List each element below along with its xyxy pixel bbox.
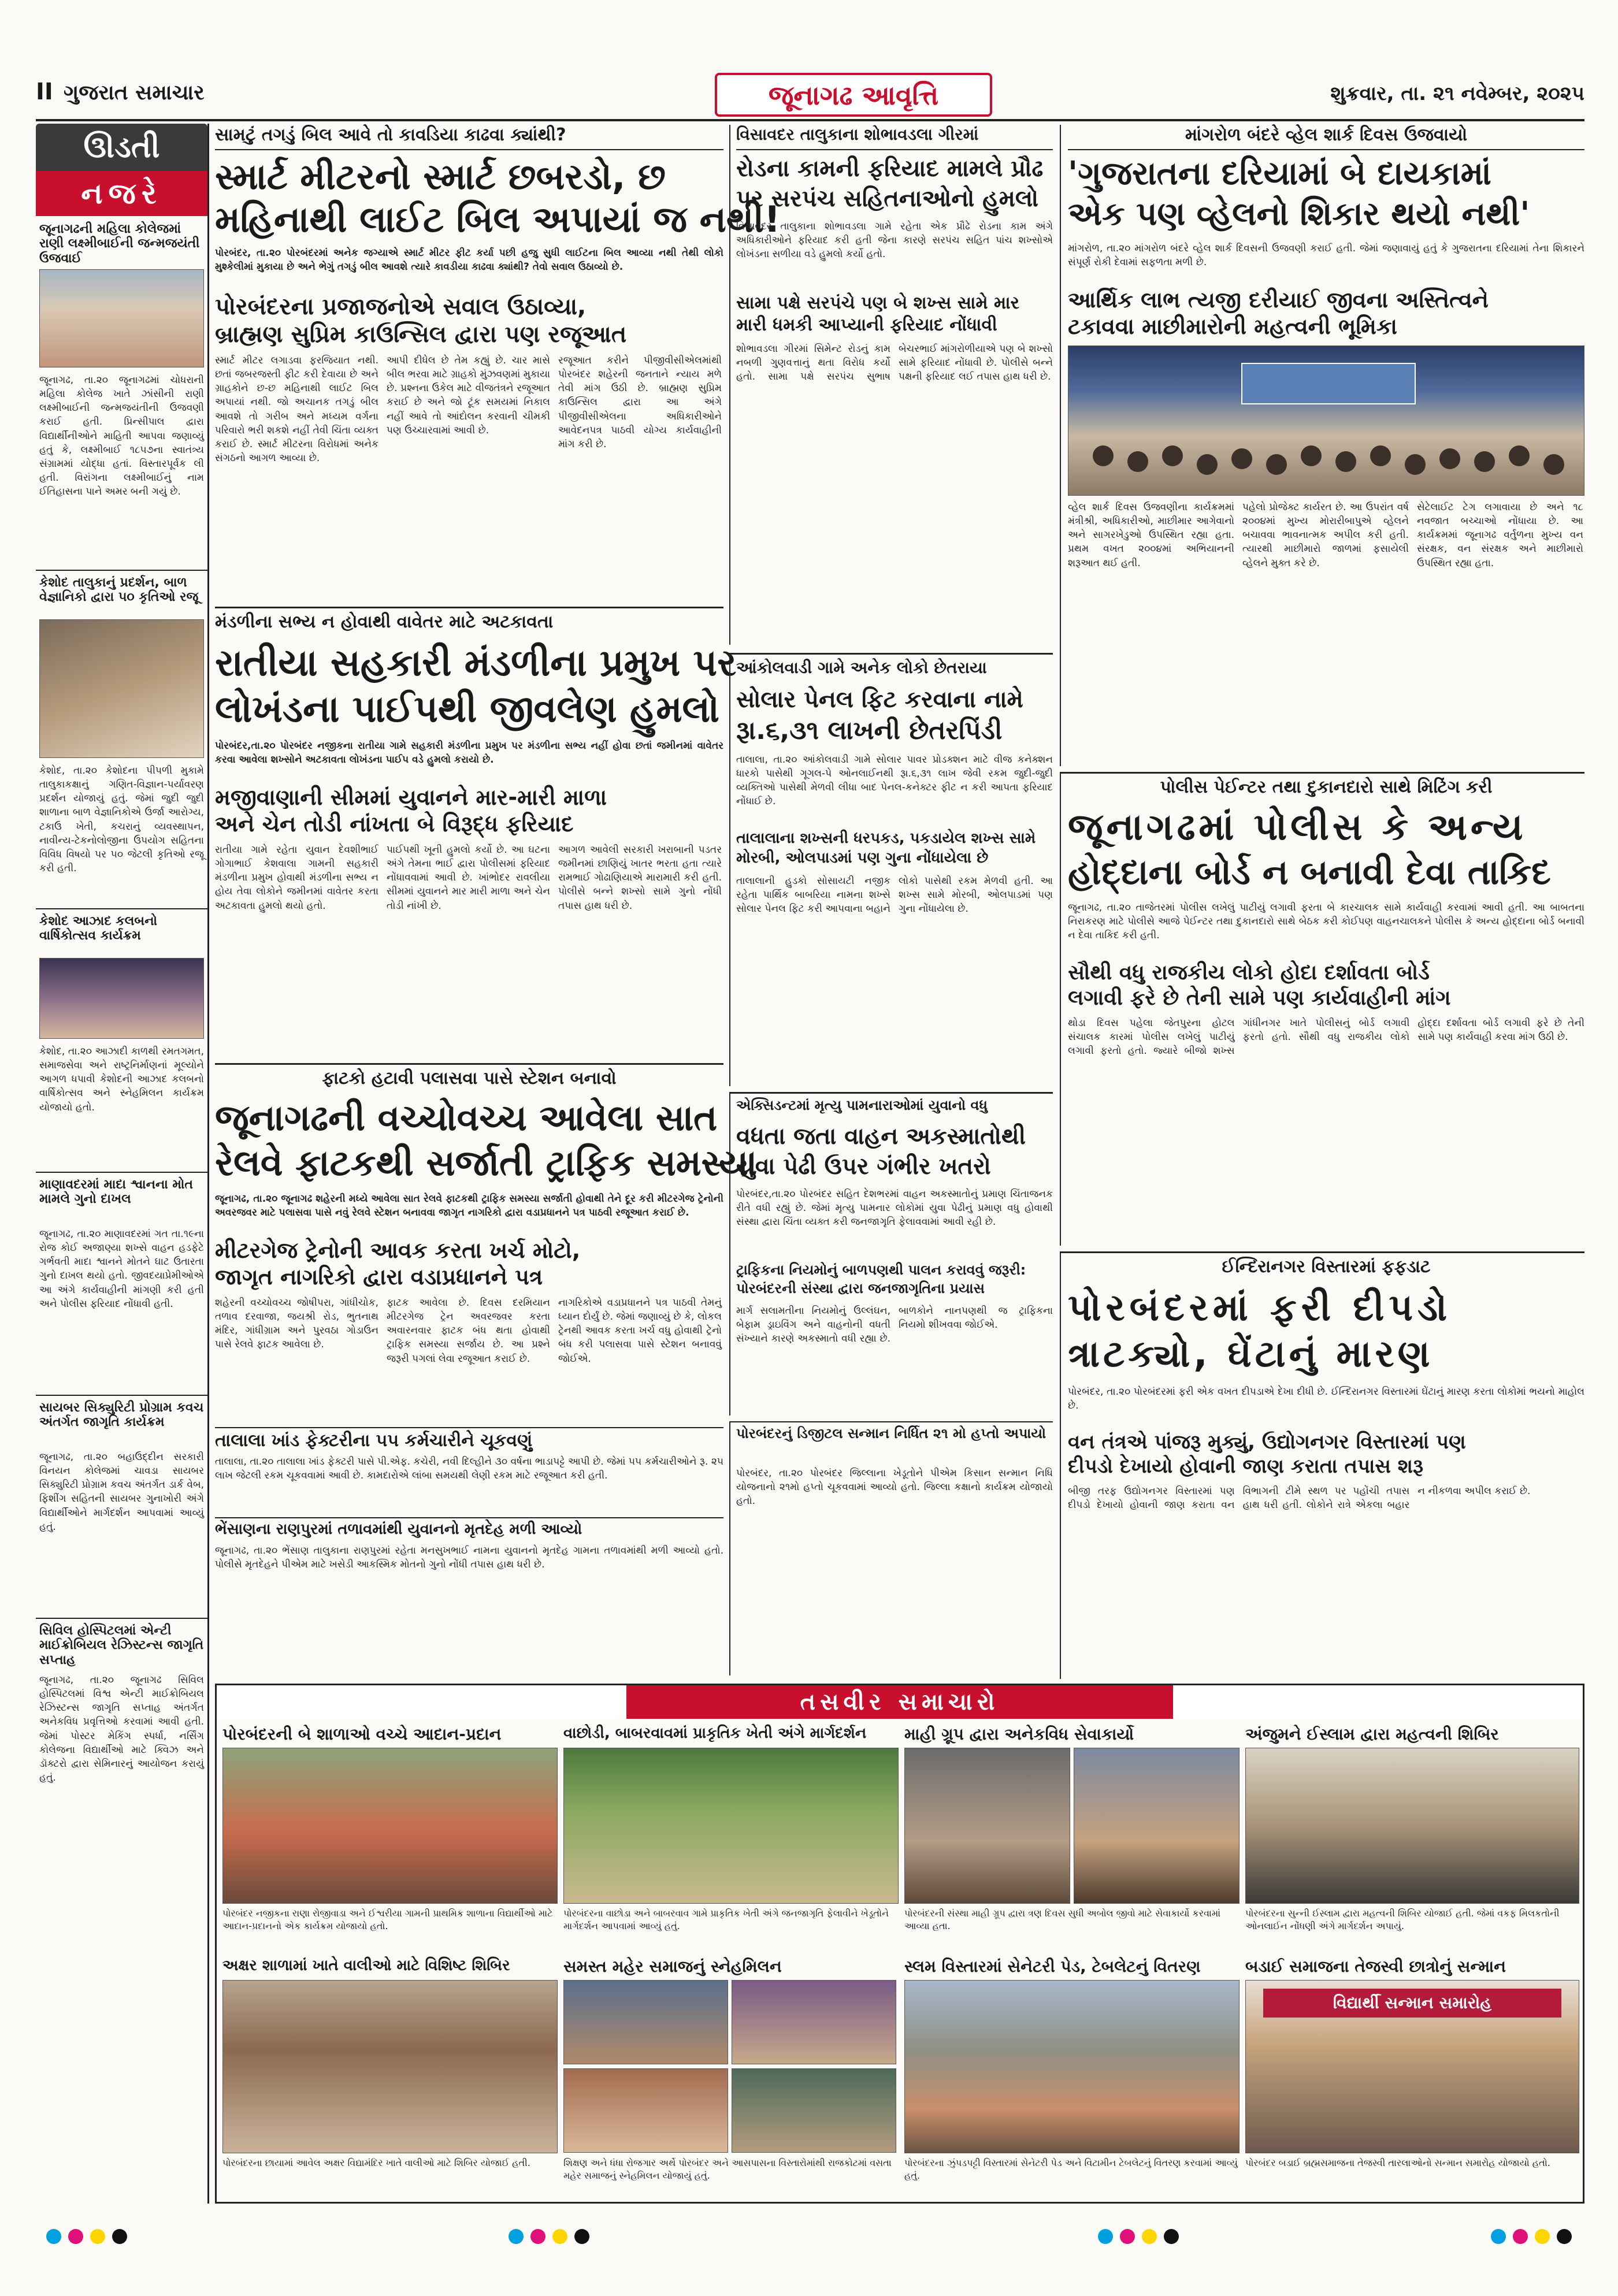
article-bhesan-body-found (215, 1517, 723, 1679)
article-body: તાલાલા, તા.૨૦ તાલાલા ખાંડ ફેક્ટરી પાસે પી.એફ. કચેરી, નવી દિલ્હીને ૩૦ વર્ષના ભાડાપટ્ટે આપી છે. જેમાં ૫૫ કર્મચારીઓને રૂ. ૨૫ લાખ જેટલી રકમ ચૂકવવામાં આવી છે. કામદારોએ લાંબા સમયથી લેણી રકમ માટે રજૂઆત કરી હતી. (215, 1456, 723, 1482)
sidebar-story-5-head: સાયબર સિક્યુરિટી પ્રોગ્રામ કવચ અંતર્ગત જાગૃતિ કાર્યક્રમ (36, 1395, 207, 1444)
article-kicker: વિસાવદર તાલુકાના શોભાવડલા ગીરમાં (736, 125, 1053, 150)
sidebar-story-1-body: જૂનાગઢ, તા.૨૦ જૂનાગઢમાં ચોધરાની મહિલા કોલેજ ખાતે ઝાંસીની રાણી લક્ષ્મીબાઈની જન્મજયંતીની ઉજવણી કરાઈ હતી. પ્રિન્સીપાલ દ્વારા વિદ્યાર્થીનીઓને માહિતી આપવા જણાવ્યું હતું કે, લક્ષ્મીબાઈ ૧૮૫૭ના સ્વાતંત્ર્ય સંગ્રામમાં યોદ્ધા હતાં. વિસ્તારપૂર્વક લી હતી. વિરાંગના લક્ષ્મીબાઈનું નામ ઈતિહાસના પાને અમર બની ગયું છે. (39, 374, 204, 497)
article-subhead-2: અને ચેન તોડી નાંખતા બે વિરૂદ્ધ ફરિયાદ (215, 811, 574, 837)
photo-news-item: સમસ્ત મહેર સમાજનું સ્નેહમિલન શિક્ષણ અને ધંધા રોજગાર અર્થે પોરબંદર અને આસપાસના વિસ્તારોમાંથી રાજકોટમાં વસતા મહેર સમાજનું સ્નેહમિલન યોજાયું હતું. (563, 1957, 899, 2200)
issue-date: શુક્રવાર, તા. ૨૧ નવેમ્બર, ૨૦૨૫ (1330, 82, 1584, 105)
photo-news-section (215, 1684, 1584, 2204)
sidebar-story-2-head: કેશોદ તાલુકાનું પ્રદર્શન, બાળ વેજ્ઞાનિકો દ્વારા ૫૦ કૃતિઓ રજૂ (36, 570, 207, 619)
article-kicker: મંડળીના સભ્ય ન હોવાથી વાવેતર માટે અટકાવતા (215, 612, 554, 632)
article-subhead-2: ટકાવવા માછીમારોની મહત્વની ભૂમિકા (1068, 314, 1397, 339)
article-headline-2: લોખંડના પાઈપથી જીવલેણ હુમલો (215, 688, 719, 731)
photo-news-item: સ્લમ વિસ્તારમાં સેનેટરી પેડ, ટેબલેટનું વિતરણ પોરબંદરના ઝુંપડપટ્ટી વિસ્તારમાં સેનેટરી પેડ અને વિટામીન ટેબલેટનું વિતરણ કરવામાં આવ્યું હતું. (904, 1957, 1240, 2200)
article-subhead: મીટરગેજ ટ્રેનોની આવક કરતા ખર્ચ મોટો, (215, 1238, 581, 1263)
article-subhead: સૌથી વધુ રાજકીય લોકો હોદા દર્શાવતા બોર્ડ (1068, 961, 1430, 984)
article-body-col2: ફાટક આવેલા છે. દિવસ દરમિયાન મીટરગેજ ટ્રેન અવરજવર કરતા અવારનવાર ફાટક બંધ થતા હોવાથી ટ્રાફિક સમસ્યા સર્જાય છે. આ પ્રશ્ને જરૂરી પગલાં લેવા રજૂઆત કરાઈ છે. (387, 1297, 550, 1365)
article-kicker: ઈન્દિરાનગર વિસ્તારમાં ફફડાટ (1222, 1257, 1431, 1277)
registration-marks-right (1491, 2229, 1579, 2246)
article-headline-2: પર સરપંચ સહિતનાઓનો હુમલો (736, 185, 1039, 212)
article-headline: જૂનાગઢની વચ્ચોવચ્ચ આવેલા સાત (215, 1097, 718, 1139)
article-intro: પોરબંદર, તા.૨૦ પોરબંદરમાં અનેક જગ્યાએ સ્માર્ટ મીટર ફીટ કર્યા પછી હજુ સુધી લાઈટના બિલ આવ્યા નથી તેથી લોકો મુશ્કેલીમાં મુકાયા છે અને ભેગું તગડું બીલ આવશે ત્યારે કાવડીયા કાઢવા ક્યાંથી? તેવો સવાલ ઉઠાવ્યો છે. (215, 247, 723, 273)
sidebar-title-dark: ઊડતી (36, 124, 207, 171)
article-subhead-2: પોરબંદરની સંસ્થા દ્વારા જનજાગૃતિના પ્રયાસ (736, 1280, 985, 1296)
sidebar-story-2-body: કેશોદ, તા.૨૦ કેશોદના પીપળી મુકામે તાલુકાકક્ષાનું ગણિત-વિજ્ઞાન-પર્યાવરણ પ્રદર્શન યોજાયું હતું. જેમાં જુદી જુદી શાળાના બાળ વેજ્ઞાનિકોએ ઉર્જા આરોગ્ય, ટકાઉ ખેતી, કચરાનું વ્યવસ્થાપન, નાવીન્ય-ટેકનોલોજીના ઉપયોગ સહિતના વિવિધ વિષયો પર ૫૦ જેટલી કૃતિઓ રજૂ કરી હતી. (39, 765, 204, 874)
photo-news-image (732, 2068, 896, 2153)
cyan-dot (1491, 2229, 1506, 2244)
article-body-col1: શહેરની વચ્ચોવચ્ચ જોષીપરા, ગાંધીચોક, તળાવ દરવાજા, જયશ્રી રોડ, ભુતનાથ મંદિર, ગાંધીગ્રામ અને પુરવઠા ગોડાઉન પાસે રેલવે ફાટક આવેલા છે. (215, 1297, 378, 1351)
article-kicker: સામટું તગડું બિલ આવે તો કાવડિયા કાઢવા ક્યાંથી? (215, 125, 723, 150)
article-ratiya-attack (215, 607, 737, 1057)
article-kicker: માંગરોળ બંદરે વ્હેલ શાર્ક દિવસ ઉજવાયો (1068, 125, 1584, 150)
article-subhead-2: મોરબી, ઓલપાડમાં પણ ગુના નોંધાયેલા છે (736, 849, 989, 867)
article-body-col1: રાતીયા ગામે રહેતા યુવાન દેવશીભાઈ ગોગાભાઈ કેશવાલા ગામની સહકારી મંડળીના પ્રમુખ હોવાથી મંડળીના સભ્ય ન હોય તેવા લોકોને જમીનમાં વાવેતર કરતા અટકાવતા હુમલો થયો હતો. (215, 844, 378, 912)
photo-news-item: બડાઈ સમાજના તેજસ્વી છાત્રોનું સન્માન વિદ્યાર્થી સન્માન સમારોહ પોરબંદર બડાઈ બ્રહ્મસમાજના તેજસ્વી તારલાઓનો સન્માન સમારોહ યોજાયો હતો. (1245, 1957, 1579, 2200)
article-kicker: આંકોલવાડી ગામે અનેક લોકો છેતરાયા (736, 658, 987, 677)
photo-news-item: અક્ષર શાળામાં ખાતે વાલીઓ માટે વિશિષ્ટ શિબિર પોરબંદરના છાયામાં આવેલ અક્ષર વિદ્યામંદિર ખાતે વાલીઓ માટે શિબિર યોજાઈ હતી. (222, 1957, 558, 2200)
photo-news-image (563, 2068, 728, 2153)
sidebar-story-5-body: જૂનાગઢ, તા.૨૦ બહાઉદ્દીન સરકારી વિનયન કોલેજમાં ચાવડા સાયબર સિક્યુરિટી પ્રોગ્રામ કવચ અંતર્ગત ડાર્ક વેબ, ફિશીંગ સહિતની સાયબર ગુનાખોરી અંગે વિદ્યાર્થીઓને માર્ગદર્શન આપવામાં આવ્યું હતું. (39, 1451, 204, 1533)
photo-news-image (904, 1980, 1240, 2153)
whale-shark-event-photo (1068, 345, 1584, 496)
article-solar-fraud (729, 653, 1053, 1086)
sidebar-story-4-body: જૂનાગઢ, તા.૨૦ માણાવદરમાં ગત તા.૧૯ના રોજ કોઈ અજાણ્યા શખ્સે વાહન હડફેટે ગર્ભવતી માદા શ્વાનને મોતને ઘાટ ઉતારતા ગુનો દાખલ થયો હતો. જીવદયાપ્રેમીઓએ આ અંગે કાર્યવાહીની માંગણી કરી હતી અને પોલીસ ફરિયાદ નોંધાવી હતી. (39, 1228, 204, 1310)
article-subhead-2: દીપડો દેખાયો હોવાની જાણ કરાતા તપાસ શરૂ (1068, 1455, 1424, 1478)
sidebar-photo-2 (39, 619, 204, 758)
sidebar-photo-3 (39, 958, 204, 1039)
sidebar (36, 124, 209, 2204)
article-subhead: તાલાલાના શખ્સની ધરપકડ, પકડાયેલ શખ્સ સામે (736, 830, 1036, 847)
yellow-dot (1535, 2229, 1550, 2244)
article-subhead-2: જાગૃત નાગરિકો દ્વારા વડાપ્રધાનને પત્ર (215, 1264, 543, 1290)
article-kicker: એક્સિડન્ટમાં મૃત્યુ પામનારાઓમાં યુવાનો વધુ (736, 1097, 988, 1113)
sidebar-story-3-head: કેશોદ આઝાદ કલબનો વાર્ષિકોત્સવ કાર્યક્રમ (36, 908, 207, 958)
article-body-col1: સ્માર્ટ મીટર લગાડવા ફરજિયાત નથી. છતાં જબરજસ્તી ફીટ કરી દેવાયા છે અને ગ્રાહકોને છ-છ મહિનાથી લાઈટ બિલ અપાયાં નથી. જો અચાનક તગડું બીલ આવશે તો ગરીબ અને મધ્યમ વર્ગના પરિવારો ભરી શકશે નહીં તેવી ચિંતા વ્યક્ત કરાઈ છે. સ્માર્ટ મીટરના વિરોધમાં અનેક સંગઠનો આગળ આવ્યા છે. (215, 355, 378, 464)
article-kicker: ફાટકો હટાવી પલાસવા પાસે સ્ટેશન બનાવો (322, 1068, 617, 1088)
photo-news-image (222, 1748, 558, 1904)
magenta-dot (530, 2229, 545, 2244)
registration-marks-center-left (509, 2229, 596, 2246)
article-body-col3: રજૂઆત કરીને પીજીવીસીએલમાંથી પોરબંદર શહેરની જનતાને ન્યાય મળે તેવી માંગ ઉઠી છે. બ્રાહ્મણ સુપ્રિમ કાઉન્સિલ દ્વારા આ અંગે પીજીવીસીએલના અધિકારીઓને આવેદનપત્ર પાઠવી યોગ્ય કાર્યવાહીની માંગ કરી છે. (558, 355, 722, 450)
audience-illustration (1068, 346, 1586, 496)
article-body-col3: સેટેલાઈટ ટેગ લગાવાયા છે અને ૧૮ નવજાત બચ્ચાઓ નોંધાયા છે. આ કાર્યક્રમમાં જૂનાગઢ વર્તુળના મુખ્ય વન સંરક્ષક, વન સંરક્ષક અને માછીમારો ઉપસ્થિત રહ્યા હતા. (1417, 501, 1583, 569)
article-headline-2: ત્રાટક્યો, ઘેંટાનું મારણ (1068, 1333, 1434, 1376)
article-headline: વધતા જતા વાહન અકસ્માતોથી (736, 1123, 1026, 1150)
photo-news-image (1074, 1748, 1240, 1904)
article-body: થોડા દિવસ પહેલા જેતપુરના હોટલ સંચાલક કારમાં પોલીસ લખેલું પાટીયું લગાવી ફરતો હતો. જ્યારે બીજો શખ્સ ગાંધીનગર ખાતે પોલીસનું બોર્ડ લગાવી ફરતો હતો. સૌથી વધુ રાજકીય લોકો હોદ્દા દર્શાવતા બોર્ડ લગાવી ફરે છે તેની સામે પણ કાર્યવાહી કરવા માંગ ઉઠી છે. (1068, 1017, 1584, 1057)
paper-name: ગુજરાત સમાચાર (64, 81, 205, 105)
article-body-col3: આગળ આવેલી સરકારી ખરાબાની પડતર જમીનમાં છાણિયું ખાતર ભરતા હતા ત્યારે રામભાઈ ગોઢાણિયાએ મારામારી કરી હતી. પોલીસે બન્ને શખ્સો સામે ગુનો નોંધી તપાસ હાથ ધરી છે. (558, 844, 722, 912)
yellow-dot (1142, 2229, 1157, 2244)
cyan-dot (46, 2229, 61, 2244)
article-kisan-installment (729, 1421, 1053, 1675)
masthead-rule (36, 119, 1584, 121)
photo-news-image (563, 1980, 728, 2064)
article-accidents-youth (729, 1092, 1053, 1416)
article-intro: જૂનાગઢ, તા.૨૦ જૂનાગઢ શહેરની મધ્યે આવેલા સાત રેલવે ફાટકથી ટ્રાફિક સમસ્યા સર્જાતી હોવાથી તેને દૂર કરી મીટરગેજ ટ્રેનોની અવરજવર માટે પલાસવા પાસે નવું રેલવે સ્ટેશન બનાવવા જાગૃત નાગરિકો દ્વારા વડાપ્રધાનને પત્ર પાઠવી રજૂઆત કરાઈ છે. (215, 1193, 723, 1219)
article-kicker: પોલીસ પેઈન્ટર તથા દુકાનદારો સાથે મિટિંગ કરી (1160, 777, 1493, 797)
magenta-dot (1120, 2229, 1135, 2244)
article-headline-2: યુવા પેઢી ઉપર ગંભીર ખતરો (736, 1153, 991, 1180)
article-leopard-attack (1060, 1251, 1584, 1679)
article-headline: 'ગુજરાતના દરિયામાં બે દાયકામાં (1068, 155, 1491, 192)
article-railway-crossings (215, 1063, 758, 1421)
magenta-dot (68, 2229, 83, 2244)
article-kicker: ભેંસાણના રાણપુરમાં તળાવમાંથી યુવાનનો મૃતદેહ મળી આવ્યો (215, 1521, 582, 1538)
magenta-dot (1513, 2229, 1528, 2244)
photo-news-item: માહી ગ્રૂપ દ્વારા અનેકવિધ સેવાકાર્યો પોરબંદરની સંસ્થા માહી ગ્રૂપ દ્વારા ત્રણ દિવસ સુધી અબોલ જીવો માટે સેવાકાર્યો કરવામાં આવ્યા હતા. (904, 1725, 1240, 1950)
article-body-col1: વ્હેલ શાર્ક દિવસ ઉજવણીના કાર્યક્રમમાં મંત્રીશ્રી, અધિકારીઓ, માછીમાર આગેવાનો અને સાગરખેડુઓ ઉપસ્થિત રહ્યા હતા. પ્રથમ વખત ૨૦૦૪માં અભિયાનની શરૂઆત થઈ હતી. (1068, 501, 1234, 569)
article-police-boards (1060, 772, 1584, 1246)
article-intro: પોરબંદર, તા.૨૦ પોરબંદરમાં ફરી એક વખત દીપડાએ દેખા દીધી છે. ઈન્દિરાનગર વિસ્તારમાં ઘેંટાનું મારણ કરતા લોકોમાં ભયનો માહોલ છે. (1068, 1386, 1584, 1412)
sidebar-photo-1 (39, 269, 204, 367)
article-headline: પોરબંદરમાં ફરી દીપડો (1068, 1287, 1452, 1329)
article-intro: જૂનાગઢ, તા.૨૦ તાજેતરમાં પોલીસ લખેલું પાટીયું લગાવી ફરતા બે કારચાલક સામે કાર્યવાહી કરવામાં આવી હતી. આ બાબતના નિરાકરણ માટે પોલીસે આજે પેઈન્ટર તથા દુકાનદારો સાથે બેઠક કરી કોઈપણ વાહનચાલકને પોલીસ કે અન્ય હોદ્દાના બોર્ડ બનાવી ન દેવા તાકિદ કરી હતી. (1068, 902, 1584, 942)
photo-news-image (732, 1980, 896, 2064)
cyan-dot (509, 2229, 524, 2244)
black-dot (112, 2229, 127, 2244)
article-kicker: તાલાલા ખાંડ ફેક્ટરીના ૫૫ કર્મચારીને ચૂકવણું (215, 1431, 533, 1451)
article-body: તાલાલાની હુડકો સોસાયટી નજીક રહેતા પાર્થિક બાબરિયા નામના શખ્સે સોલાર પેનલ ફિટ કરી આપવાના બહાને લોકો પાસેથી રકમ મેળવી હતી. આ શખ્સ સામે મોરબી, ઓલપાડમાં પણ ગુના નોંધાયેલા છે. (736, 875, 1053, 915)
cyan-dot (1098, 2229, 1113, 2244)
article-headline: સોલાર પેનલ ફિટ કરવાના નામે (736, 686, 1023, 713)
sidebar-story-1-head: જૂનાગઢની મહિલા કોલેજમાં રાણી લક્ષ્મીબાઈની જન્મજયંતી ઉજવાઈ (39, 222, 200, 266)
article-subhead-2: બ્રાહ્મણ સુપ્રિમ કાઉન્સિલ દ્વારા પણ રજૂઆત (215, 321, 627, 348)
masthead (36, 74, 1584, 118)
photo-news-image (222, 1980, 558, 2153)
article-body: જૂનાગઢ, તા.૨૦ ભેંસાણ તાલુકાના રાણપુરમાં રહેતા મનસુખભાઈ નામના યુવાનનો મૃતદેહ ગામના તળાવમાંથી મળી આવ્યો હતો. પોલીસે મૃતદેહને પીએમ માટે ખસેડી આકસ્મિક મોતનો ગુનો નોંધી તપાસ હાથ ધરી છે. (215, 1545, 723, 1571)
black-dot (574, 2229, 589, 2244)
article-body: શોભાવડલા ગીરમાં સિમેન્ટ રોડનું કામ નબળી ગુણવત્તાનું થતા વિરોધ કર્યો હતો. સામા પક્ષે સરપંચ સુભાષ બેચરભાઈ માંગરોળીયાએ પણ બે શખ્સો સામે ફરિયાદ નોંધાવી છે. પોલીસે બન્ને પક્ષની ફરિયાદ લઈ તપાસ હાથ ધરી છે. (736, 343, 1053, 383)
article-intro: પોરબંદર,તા.૨૦ પોરબંદર નજીકના રાતીયા ગામે સહકારી મંડળીના પ્રમુખ પર મંડળીના સભ્ય નહીં હોવા છતાં જમીનમાં વાવેતર કરવા આવેલા શખ્સોને અટકાવતા લોખંડના પાઈપ વડે હુમલો કરાયો છે. (215, 740, 723, 766)
article-headline-2: એક પણ વ્હેલનો શિકાર થયો નથી' (1068, 195, 1530, 233)
article-headline-2: રેલવે ફાટકથી સર્જાતી ટ્રાફિક સમસ્યા (215, 1142, 758, 1184)
article-intro: પોરબંદર,તા.૨૦ પોરબંદર સહિત દેશભરમાં વાહન અકસ્માતોનું પ્રમાણ ચિંતાજનક રીતે વધી રહ્યું છે. જેમાં મૃત્યુ પામનાર લોકોમાં યુવા પેઢીનું પ્રમાણ વધુ હોવાથી સંસ્થા દ્વારા ચિંતા વ્યક્ત કરી જનજાગૃતિ ફેલાવવામાં આવી રહી છે. (736, 1188, 1053, 1228)
article-subhead-2: મારી ધમકી આપ્યાની ફરિયાદ નોંધાવી (736, 315, 997, 335)
article-body: માર્ગ સલામતીના નિયમોનું ઉલ્લંઘન, બેફામ ડ્રાઇવિંગ અને વાહનોની વધતી સંખ્યાને કારણે અકસ્માતો વધી રહ્યા છે. બાળકોને નાનપણથી જ ટ્રાફિકના નિયમો શીખવવા જોઈએ. (736, 1305, 1053, 1345)
sidebar-story-3-body: કેશોદ, તા.૨૦ આઝાદી કાળથી રમતગમત, સમાજસેવા અને રાષ્ટ્રનિર્માણનાં મૂલ્યોને આગળ ધપાવી કેશોદની આઝાદ કલબનો વાર્ષિકોત્સવ અને સ્નેહમિલન કાર્યક્રમ યોજાયો હતો. (39, 1046, 204, 1113)
article-headline: રાતીયા સહકારી મંડળીના પ્રમુખ પર (215, 642, 737, 685)
article-intro: તાલાલા, તા.૨૦ આંકોલવાડી ગામે સોલાર પાવર પ્રોડક્શન માટે વીજ કનેક્શન ધારકો પાસેથી ગૂગલ-પે ઓનલાઈનથી રૂા.૬,૩૧ લાખ જેવી રકમ જુદી-જુદી વ્યક્તિઓ પાસેથી મેળવી લીધા બાદ પેનલ-કનેક્ટર ફીટ ન કરી આપતા ફરિયાદ નોંધાઈ છે. (736, 754, 1053, 808)
article-headline-2: હોદ્દાના બોર્ડ ન બનાવી દેવા તાકિદ (1068, 852, 1551, 893)
article-talala-factory (215, 1427, 723, 1514)
article-headline-2: મહિનાથી લાઈટ બિલ અપાયાં જ નથી! (215, 198, 781, 240)
article-subhead: મજીવાણાની સીમમાં યુવાનને માર-મારી માળા (215, 785, 607, 810)
article-subhead-2: લગાવી ફરે છે તેની સામે પણ કાર્યવાહીની માંગ (1068, 986, 1451, 1010)
article-body: બીજી તરફ ઉદ્યોગનગર વિસ્તારમાં પણ દીપડો દેખાયો હોવાની જાણ કરાતા વન વિભાગની ટીમે સ્થળ પર પહોંચી તપાસ હાથ ધરી હતી. લોકોને રાત્રે એકલા બહાર ન નીકળવા અપીલ કરાઈ છે. (1068, 1485, 1531, 1511)
photo-news-image (1245, 1980, 1579, 2153)
registration-marks-center-right (1098, 2229, 1186, 2246)
photo-news-item: વાછોડી, બાબરવાવમાં પ્રાકૃતિક ખેતી અંગે માર્ગદર્શન પોરબંદરના વાછોડા અને બાબરવાવ ગામે પ્રાકૃતિક ખેતી અંગે જનજાગૃતિ ફેલાવીને ખેડૂતોને માર્ગદર્શન આપવામાં આવ્યું હતું. (563, 1725, 899, 1950)
stage-banner: વિદ્યાર્થી સન્માન સમારોહ (1263, 1989, 1561, 2018)
article-visavadar-assault (729, 125, 1053, 645)
article-intro: માંગરોળ, તા.૨૦ માંગરોળ બંદરે વ્હેલ શાર્ક દિવસની ઉજવણી કરાઈ હતી. જેમાં જણાવાયું હતું કે ગુજરાતના દરિયામાં તેના શિકારને સંપૂર્ણ રોકી દેવામાં સફળતા મળી છે. (1068, 243, 1584, 269)
black-dot (1557, 2229, 1572, 2244)
article-body-col3: નાગરિકોએ વડાપ્રધાનને પત્ર પાઠવી તેમનું ધ્યાન દોર્યું છે. જેમાં જણાવ્યું છે કે, લોકલ ટ્રેનથી આવક કરતા ખર્ચ વધુ હોવાથી ટ્રેનો બંધ કરી પલાસવા પાસે સ્ટેશન બનાવવું જોઈએ. (558, 1297, 722, 1365)
article-subhead: વન તંત્રએ પાંજરૂ મુક્યું, ઉદ્યોગનગર વિસ્તારમાં પણ (1068, 1431, 1466, 1454)
article-subhead: સામા પક્ષે સરપંચે પણ બે શખ્સ સામે માર (736, 293, 1020, 313)
article-smart-meter (215, 125, 781, 599)
article-whale-shark-day (1060, 125, 1584, 766)
photo-news-title: તસવીર સમાચારો (217, 1685, 1583, 1719)
article-subhead: આર્થિક લાભ ત્યજી દરીયાઈ જીવના અસ્તિત્વને (1068, 287, 1489, 313)
sidebar-story-4-head: માણાવદરમાં માદા શ્વાનના મોત મામલે ગુનો દાખલ (36, 1172, 207, 1221)
photo-news-image (563, 1748, 899, 1904)
article-body: પોરબંદર, તા.૨૦ પોરબંદર જિલ્લાના ખેડૂતોને પીએમ કિસાન સન્માન નિધિ યોજનાનો ૨૧મો હપ્તો ચૂકવવામાં આવ્યો હતો. જિલ્લા કક્ષાનો કાર્યક્રમ યોજાયો હતો. (736, 1467, 1053, 1507)
sidebar-story-6-body: જૂનાગઢ, તા.૨૦ જૂનાગઢ સિવિલ હોસ્પિટલમાં વિશ્વ એન્ટી માઈક્રોબિયલ રેઝિસ્ટન્સ જાગૃતિ સપ્તાહ અંતર્ગત અનેકવિધ પ્રવૃત્તિઓ કરવામાં આવી હતી. જેમાં પોસ્ટર મેકિંગ સ્પર્ધા, નર્સિંગ કોલેજના વિદ્યાર્થીઓ માટે ક્વિઝ અને ડૉક્ટરો દ્વારા સેમિનારનું આયોજન કરાયું હતું. (39, 1674, 204, 1784)
article-subhead: ટ્રાફિકના નિયમોનું બાળપણથી પાલન કરાવવું જરૂરી: (736, 1262, 1026, 1278)
page-number: II (36, 79, 53, 105)
photo-news-image (904, 1748, 1070, 1904)
photo-news-item: અંજુમને ઈસ્લામ દ્વારા મહત્વની શિબિર પોરબંદરના સુન્ની ઈસ્લામ દ્વારા મહત્વની શિબિર યોજાઈ હતી. જેમાં વકફ મિલકતોની ઓનલાઈન નોંધણી અંગે માર્ગદર્શન અપાયું. (1245, 1725, 1579, 1950)
sidebar-story-6-head: સિવિલ હોસ્પિટલમાં એન્ટી માઈક્રોબિયલ રેઝિસ્ટન્સ જાગૃતિ સપ્તાહ (36, 1618, 207, 1667)
article-body-col2: પહેલો પ્રોજેક્ટ કાર્યરત છે. આ ઉપરાંત વર્ષ ૨૦૦૪માં મુખ્ય મોરારીબાપુએ વ્હેલને બચાવવા ભાવનાત્મક અપીલ કરી હતી. ત્યારથી માછીમારો જાળમાં ફસાયેલી વ્હેલને મુક્ત કરે છે. (1242, 501, 1409, 569)
article-headline: રોડના કામની ફરિયાદ મામલે પ્રૌઢ (736, 155, 1044, 182)
black-dot (1164, 2229, 1179, 2244)
photo-news-item: પોરબંદરની બે શાળાઓ વચ્ચે આદાન-પ્રદાન પોરબંદર નજીકના રાણા રોજીવાડા અને ઈશ્વરીયા ગામની પ્રાથમિક શાળાના વિદ્યાર્થીઓ માટે આદાન-પ્રદાનનો એક કાર્યક્રમ યોજાયો હતો. (222, 1725, 558, 1950)
sidebar-title-red: નજરે (36, 171, 207, 216)
article-headline: સ્માર્ટ મીટરનો સ્માર્ટ છબરડો, છ (215, 155, 666, 198)
yellow-dot (90, 2229, 105, 2244)
photo-news-image (1245, 1748, 1579, 1904)
article-kicker: પોરબંદરનું ડિજીટલ સન્માન નિર્ધિત ૨૧ મો હપ્તો અપાયો (736, 1425, 1046, 1441)
article-intro: વિસાવદર તાલુકાના શોભાવડલા ગામે રહેતા એક પ્રૌઢે રોડના કામ અંગે અધિકારીઓને ફરિયાદ કરી હતી જેના કારણે સરપંચ સહિત પાંચ શખ્સોએ લોખંડના સળીયા વડે હુમલો કર્યો હતો. (736, 221, 1053, 261)
yellow-dot (552, 2229, 567, 2244)
registration-marks-left (46, 2229, 134, 2246)
article-headline: જૂનાગઢમાં પોલીસ કે અન્ય (1068, 806, 1527, 849)
edition-label: જૂનાગઢ આવૃત્તિ (715, 73, 992, 117)
article-headline-2: રૂા.૬,૩૧ લાખની છેતરપિંડી (736, 716, 1003, 745)
article-subhead: પોરબંદરના પ્રજાજનોએ સવાલ ઉઠાવ્યા, (215, 293, 587, 320)
article-body-col2: આપી દીધેલ છે તેમ કહ્યું છે. ચાર માસે બીલ ભરવા માટે ગ્રાહકો મુંઝવણમાં મુકાયા છે. પ્રશ્નના ઉકેલ માટે વીજતંત્રને રજૂઆત કરાઈ છે અને જો ટૂંક સમયમાં નિકાલ નહીં આવે તો આંદોલન કરવાની ચીમકી પણ ઉચ્ચારવામાં આવી છે. (387, 355, 550, 436)
article-body-col2: પાઈપથી ખૂની હુમલો કર્યો છે. આ ઘટના અંગે તેમના ભાઈ દ્વારા પોલીસમાં ફરિયાદ નોંધાવવામાં આવી છે. ખાંભોદર રાવલીયા સીમમાં યુવાનને માર મારી માળા અને ચેન તોડી નાંખી છે. (387, 844, 550, 912)
